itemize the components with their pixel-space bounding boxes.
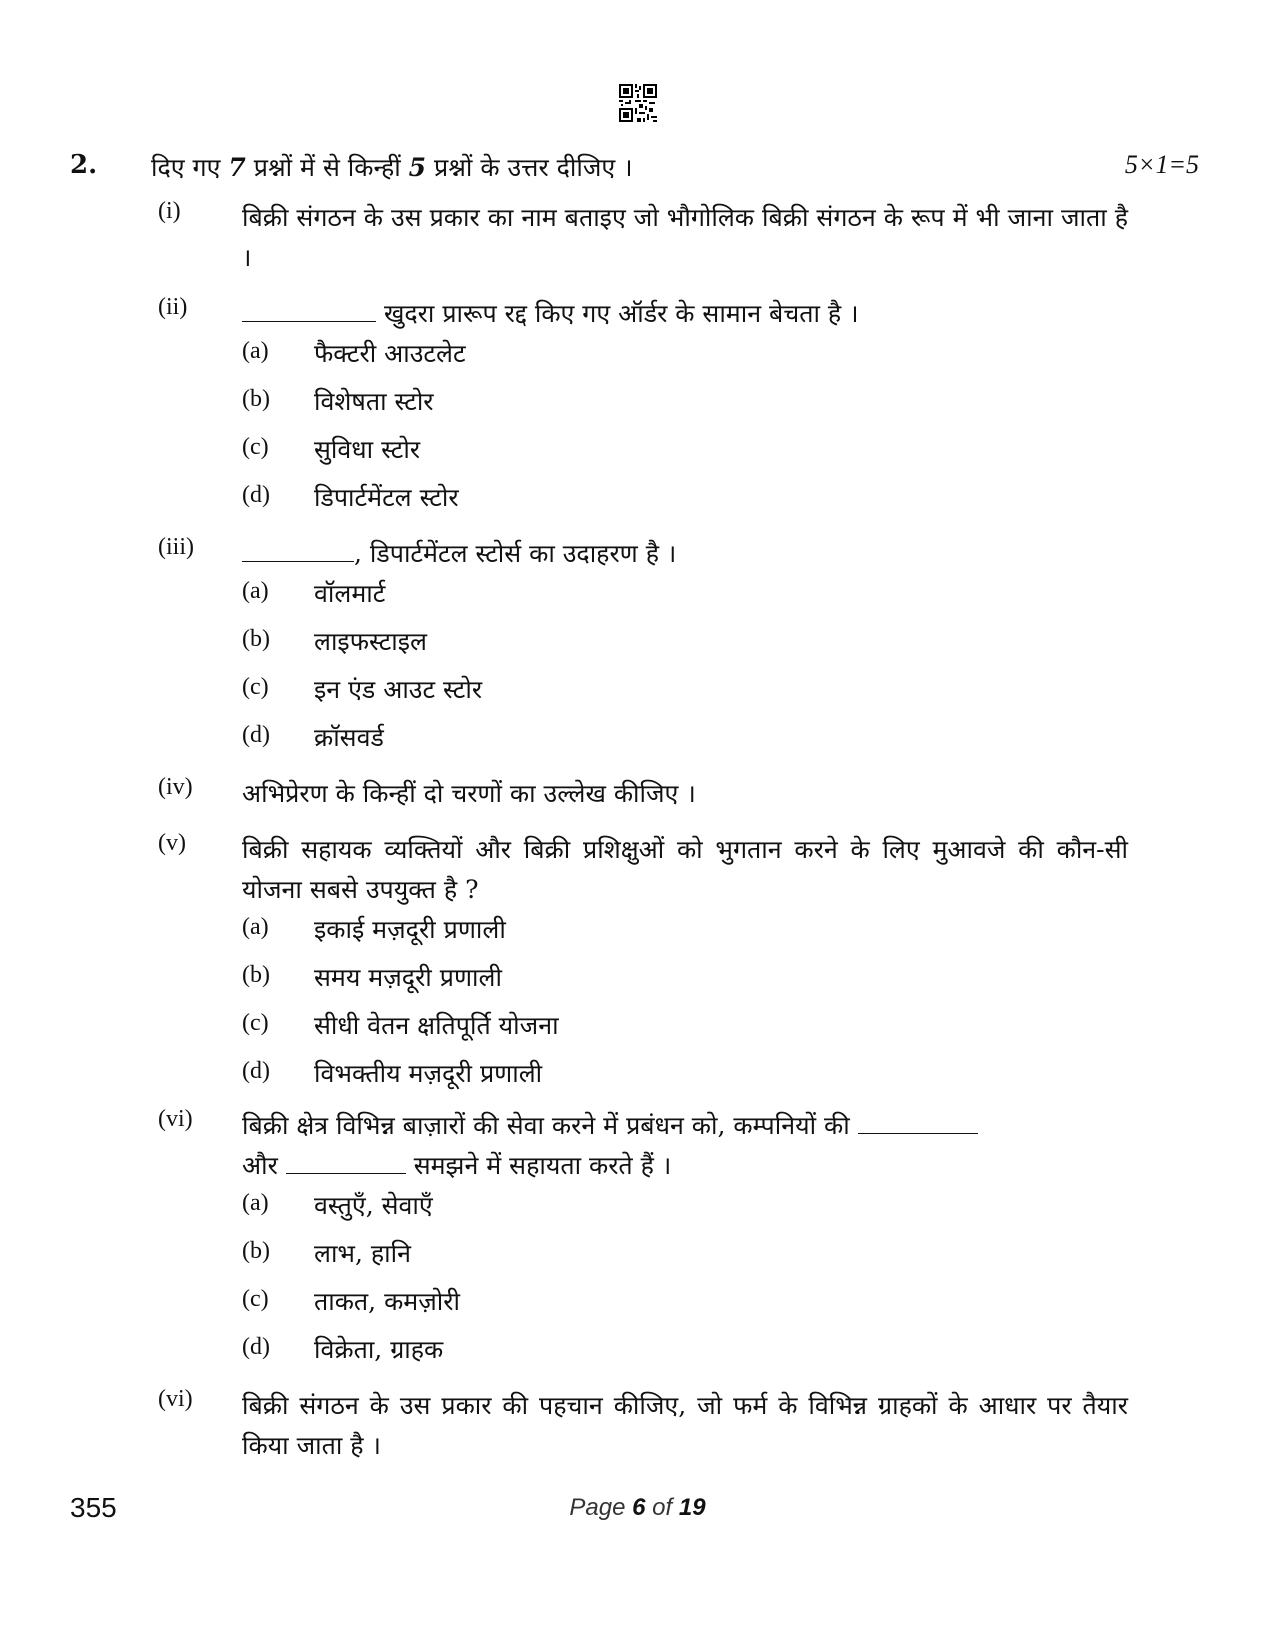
option [242,622,1128,670]
option-text: विशेषता स्टोर [314,387,434,416]
option-text: सुविधा स्टोर [314,435,421,464]
sub-question-text-part: खुदरा प्रारूप रद्द किए गए ऑर्डर के सामान बेचता है । [376,299,859,328]
fill-blank [242,320,376,322]
sub-question-i [158,198,1128,278]
option-label: (d) [242,1334,270,1360]
sub-question-label: (ii) [158,294,188,320]
page-number: 6 [632,1494,646,1521]
option-label: (c) [242,1286,269,1312]
option-text: लाइफस्टाइल [314,627,428,656]
sub-question-vii [158,1386,1128,1466]
option-label: (c) [242,434,269,460]
instruction-mid: प्रश्नों में से किन्हीं [245,153,409,182]
sub-question-label: (vi) [158,1386,193,1412]
option [242,1006,1128,1054]
option-label: (a) [242,914,269,940]
option-text: वस्तुएँ, सेवाएँ [314,1191,433,1220]
sub-question-label: (iii) [158,534,194,560]
option-text: इकाई मज़दूरी प्रणाली [314,915,506,944]
page-word: Page [569,1494,633,1521]
fill-blank [858,1132,978,1134]
total-questions: 7 [228,153,246,182]
sub-question-label: (v) [158,830,186,856]
option-label: (d) [242,722,270,748]
option [242,718,1128,766]
sub-question-label: (i) [158,198,181,224]
option [242,910,1128,958]
page-total: 19 [678,1494,706,1521]
question-number: 2. [70,150,98,180]
question-instruction [151,150,633,184]
sub-question-iv [158,774,1128,814]
instruction-pre: दिए गए [151,153,229,182]
sub-question-iii [158,534,1128,766]
sub-question-v [158,830,1128,1102]
paper-code: 355 [70,1492,117,1523]
option [242,1330,1128,1378]
option-text: ताकत, कमज़ोरी [314,1287,460,1316]
option-text: लाभ, हानि [314,1239,411,1268]
sub-question-text-part: , डिपार्टमेंटल स्टोर्स का उदाहरण है । [354,539,677,568]
option-label: (c) [242,1010,269,1036]
sub-question-text: बिक्री संगठन के उस प्रकार की पहचान कीजिए, जो फर्म के विभिन्न ग्राहकों के आधार पर तैयार किया जाता है । [242,1391,1128,1460]
attempt-count: 5 [408,153,427,182]
option-label: (b) [242,1238,270,1264]
marks-allocation: 5×1=5 [1124,150,1199,179]
sub-question-text: बिक्री सहायक व्यक्तियों और बिक्री प्रशिक्षुओं को भुगतान करने के लिए मुआवजे की कौन-सी योजना सबसे उपयुक्त है ? [242,835,1128,904]
option-text: क्रॉसवर्ड [314,723,384,752]
option-label: (d) [242,482,270,508]
option [242,1282,1128,1330]
fill-blank [286,1172,406,1174]
option-label: (b) [242,386,270,412]
option [242,1234,1128,1282]
option-label: (b) [242,626,270,652]
option [242,574,1128,622]
option-label: (d) [242,1058,270,1084]
option [242,670,1128,718]
sub-question-text: अभिप्रेरण के किन्हीं दो चरणों का उल्लेख कीजिए । [242,779,696,808]
fill-blank [242,560,354,562]
sub-question-label: (iv) [158,774,193,800]
option-text: फैक्टरी आउटलेट [314,339,466,368]
of-word: of [645,1494,679,1521]
option-label: (a) [242,1190,269,1216]
option-text: विक्रेता, ग्राहक [314,1335,444,1364]
sub-question-label: (vi) [158,1106,193,1132]
sub-question-text [242,1106,1128,1186]
option-label: (a) [242,578,269,604]
sub-question-text [242,294,1128,334]
sub-question-text-part: बिक्री क्षेत्र विभिन्न बाज़ारों की सेवा करने में प्रबंधन को, कम्पनियों की [242,1111,858,1140]
sub-question-vi [158,1106,1128,1378]
option-text: डिपार्टमेंटल स्टोर [314,483,459,512]
sub-question-text [242,534,1128,574]
qr-code [619,84,657,122]
option-label: (a) [242,338,269,364]
option [242,1054,1128,1102]
option [242,958,1128,1006]
instruction-post: प्रश्नों के उत्तर दीजिए । [426,153,633,182]
option-label: (c) [242,674,269,700]
sub-question-text-part: और [242,1151,286,1180]
option-text: वॉलमार्ट [314,579,386,608]
sub-question-text-part: समझने में सहायता करते हैं । [405,1151,672,1180]
option [242,334,1128,382]
option-label: (b) [242,962,270,988]
sub-question-ii [158,294,1128,526]
option [242,430,1128,478]
option-text: सीधी वेतन क्षतिपूर्ति योजना [314,1011,559,1040]
option-text: विभक्तीय मज़दूरी प्रणाली [314,1059,543,1088]
sub-question-text: बिक्री संगठन के उस प्रकार का नाम बताइए जो भौगोलिक बिक्री संगठन के रूप में भी जाना जाता है । [242,203,1128,272]
option [242,478,1128,526]
option [242,1186,1128,1234]
page-indicator [0,1494,1275,1522]
option [242,382,1128,430]
option-text: इन एंड आउट स्टोर [314,675,483,704]
option-text: समय मज़दूरी प्रणाली [314,963,502,992]
